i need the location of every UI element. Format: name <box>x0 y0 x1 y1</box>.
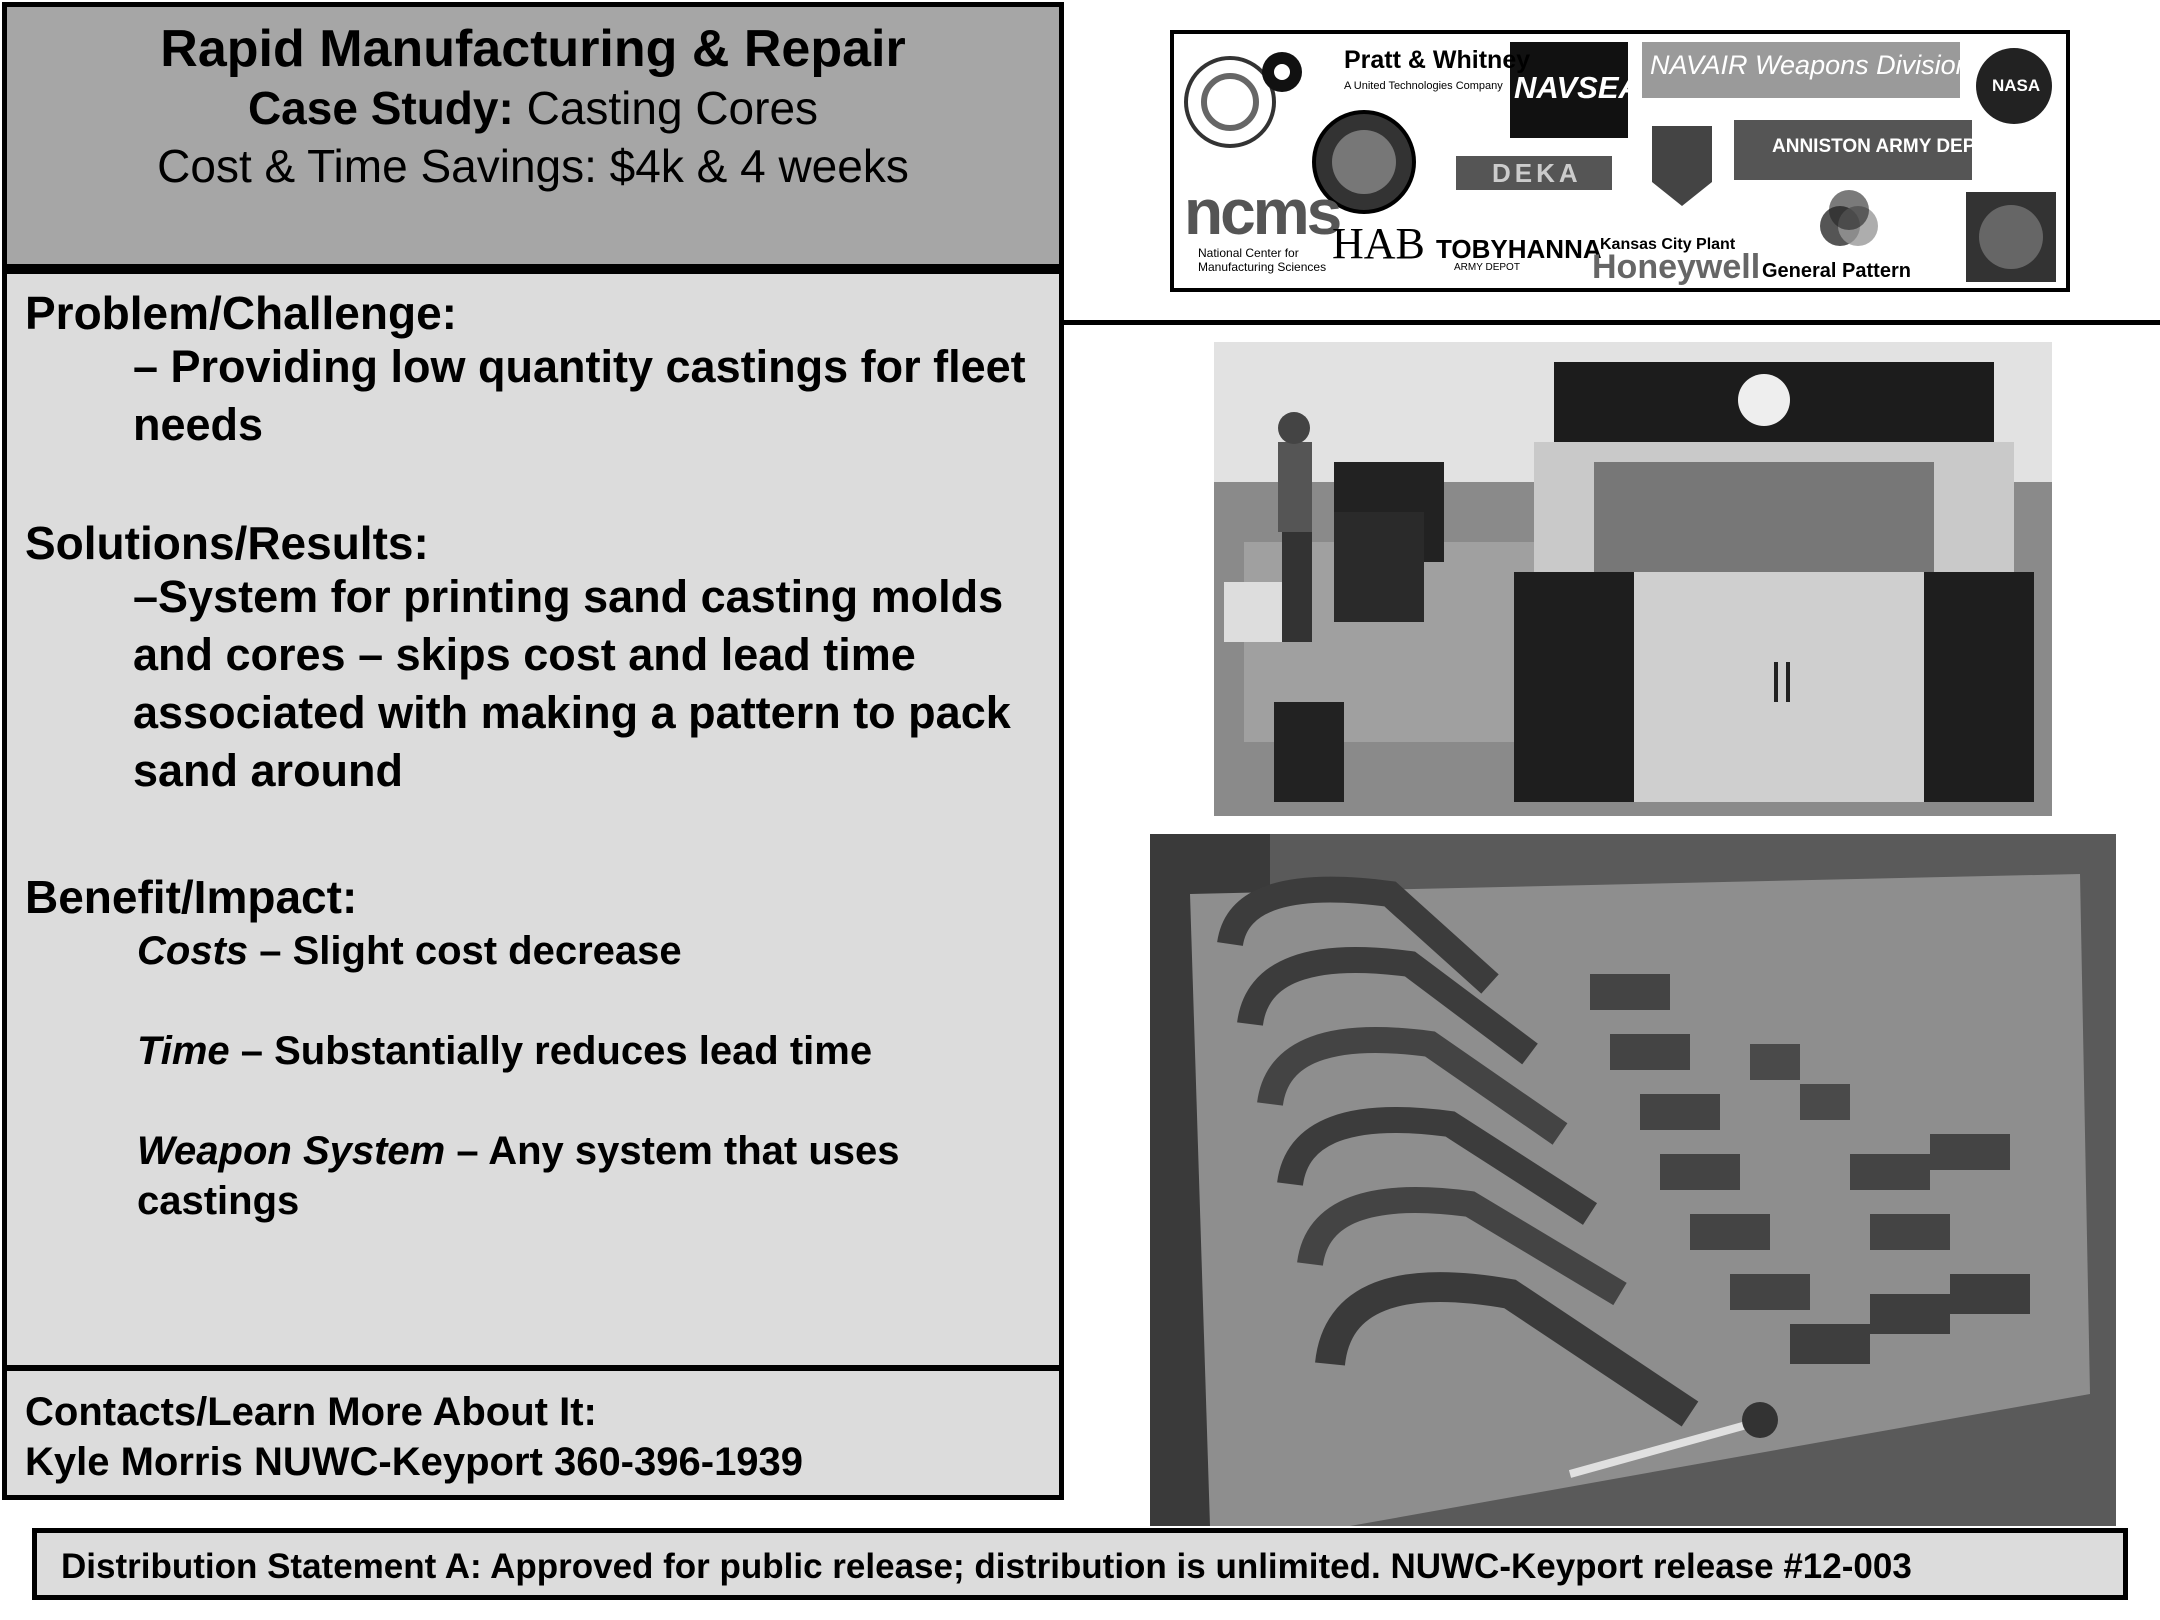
benefit-weapon-text: – Any system that uses castings <box>137 1129 900 1223</box>
nasa-logo-text: NASA <box>1992 76 2041 95</box>
casting-cores-image <box>1150 834 2116 1526</box>
pratt-logo-text: Pratt & Whitney <box>1344 46 1531 74</box>
problem-heading: Problem/Challenge: <box>25 287 457 339</box>
navsea-logo-text: NAVSEA <box>1514 70 1641 105</box>
case-study-label: Case Study: <box>247 82 514 134</box>
problem-text: – Providing low quantity castings for fleet needs <box>133 341 1026 450</box>
partner-logos <box>1170 30 2070 292</box>
ncms-logo-sub: National Center for Manufacturing Sciences <box>1198 246 1327 274</box>
tobyhanna-logo-text: TOBYHANNA <box>1436 234 1602 264</box>
case-study <box>7 79 1059 137</box>
kcp-logo-text: Kansas City Plant <box>1600 236 1736 253</box>
solutions-heading: Solutions/Results: <box>25 517 429 569</box>
page-title: Rapid Manufacturing & Repair <box>160 20 906 78</box>
case-study-value: Casting Cores <box>513 82 819 134</box>
ncms-logo-text: ncms <box>1184 176 1340 248</box>
printer-machine-photo <box>1214 342 2052 816</box>
details-panel <box>2 269 1064 1370</box>
benefit-costs <box>137 926 1017 976</box>
hab-logo-text: HAB <box>1332 219 1425 268</box>
seal-logo-1 <box>1186 58 1274 146</box>
savings-line: Cost & Time Savings: $4k & 4 weeks <box>157 140 909 192</box>
contacts-heading: Contacts/Learn More About It: <box>25 1390 597 1434</box>
benefit-time <box>137 1026 1017 1076</box>
benefit-costs-text: – Slight cost decrease <box>248 929 682 973</box>
tobyhanna-logo-sub: ARMY DEPOT <box>1454 262 1520 273</box>
navair-logo-text: NAVAIR Weapons Division <box>1650 50 1971 80</box>
pratt-logo-sub: A United Technologies Company <box>1344 80 1503 92</box>
benefit-time-text: – Substantially reduces lead time <box>229 1029 873 1073</box>
benefit-costs-label: Costs <box>137 929 249 973</box>
deka-logo-text: DEKA <box>1492 158 1582 188</box>
header-panel <box>2 2 1064 269</box>
benefit-weapon-label: Weapon System <box>137 1129 446 1173</box>
printer-machine-image <box>1214 342 2052 816</box>
solutions-text: –System for printing sand casting molds and cores – skips cost and lead time associated with making a pattern to pack sand around <box>133 571 1011 796</box>
contacts-line: Kyle Morris NUWC-Keyport 360-396-1939 <box>25 1440 804 1484</box>
general-pattern-logo-text: General Pattern <box>1762 260 1911 282</box>
anniston-logo-text: ANNISTON ARMY DEPOT <box>1772 136 2002 157</box>
honeywell-logo-text: Honeywell <box>1592 248 1761 286</box>
distribution-statement: Distribution Statement A: Approved for public release; distribution is unlimited. NUWC-Keyport release #12-003 <box>32 1528 2128 1600</box>
benefit-heading: Benefit/Impact: <box>25 871 358 923</box>
casting-cores-photo <box>1150 834 2116 1526</box>
divider-line <box>1064 320 2160 325</box>
shield-icon <box>1652 126 1712 206</box>
contacts-panel <box>2 1366 1064 1500</box>
benefit-time-label: Time <box>137 1029 230 1073</box>
benefit-weapon <box>137 1126 1017 1226</box>
